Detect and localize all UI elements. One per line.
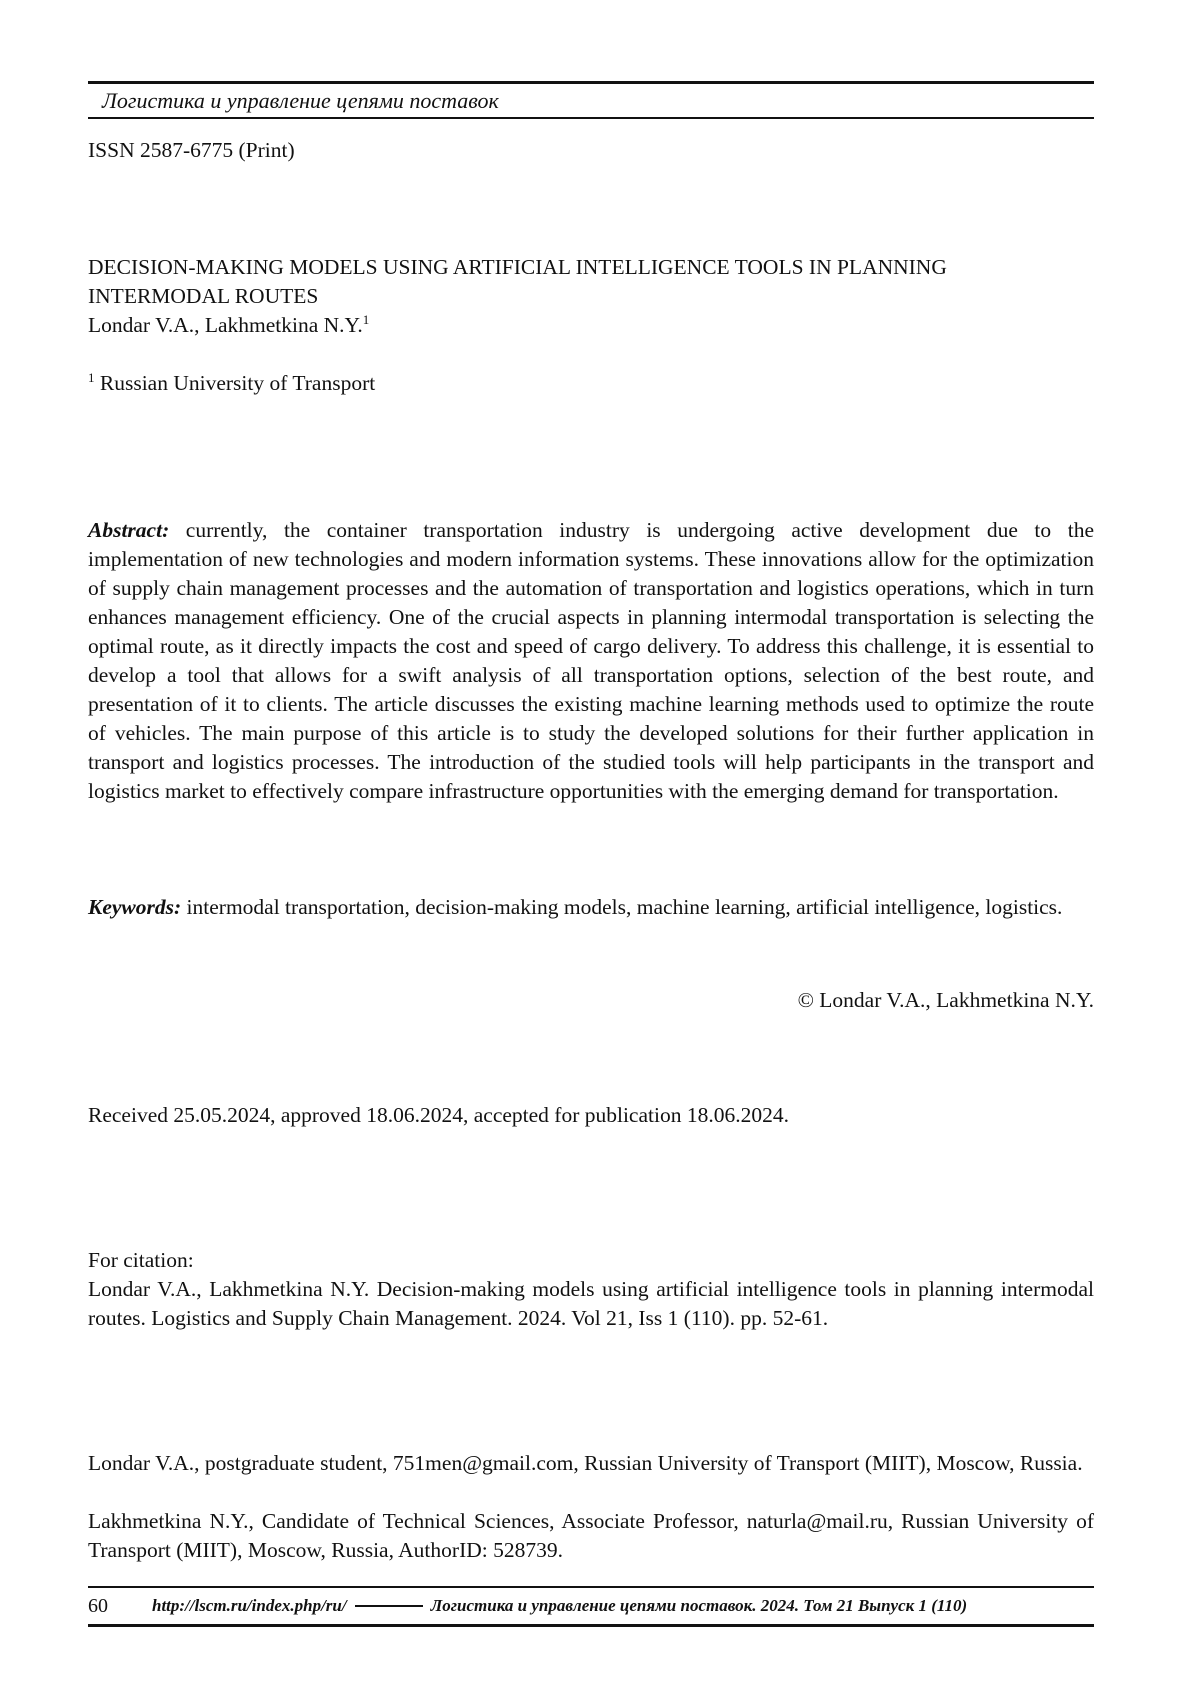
keywords-text: intermodal transportation, decision-making models, machine learning, artificial intelligence, logistics.: [186, 895, 1063, 919]
page-footer: [88, 1592, 1094, 1620]
footer-journal-info: Логистика и управление цепями поставок. 2024. Том 21 Выпуск 1 (110): [430, 1596, 968, 1615]
citation-label: For citation:: [88, 1248, 194, 1272]
abstract-label: Abstract:: [88, 518, 170, 542]
footer-top-rule: [88, 1586, 1094, 1588]
affiliation-sup: 1: [88, 369, 95, 385]
affiliation-text: Russian University of Transport: [99, 371, 376, 395]
citation-text: Londar V.A., Lakhmetkina N.Y. Decision-making models using artificial intelligence tools in planning intermodal routes. Logistics and Supply Chain Management. 2024. Vol 21, Iss 1 (110). pp. 52-61.: [88, 1277, 1094, 1330]
abstract-text: currently, the container transportation industry is undergoing active development due to the implementation of new technologies and modern information systems. These innovations allow for the optimization of supply chain management processes and the automation of transportation and logistics operations, which in turn enhances management efficiency. One of the crucial aspects in planning intermodal transportation is selecting the optimal route, as it directly impacts the cost and speed of cargo delivery. To address this challenge, it is essential to develop a tool that allows for a swift analysis of all transportation options, selection of the best route, and presentation of it to clients. The article discusses the existing machine learning methods used to optimize the route of vehicles. The main purpose of this article is to study the developed solutions for their further application in transport and logistics processes. The introduction of the studied tools will help participants in the transport and logistics market to effectively compare infrastructure opportunities with the emerging demand for transportation.: [88, 518, 1094, 803]
copyright: © Londar V.A., Lakhmetkina N.Y.: [797, 988, 1094, 1012]
issn: ISSN 2587-6775 (Print): [88, 138, 295, 162]
author-info-2: Lakhmetkina N.Y., Candidate of Technical Sciences, Associate Professor, naturla@mail.ru, Russian University of Transport (MIIT), Moscow, Russia, AuthorID: 528739.: [88, 1509, 1094, 1562]
authors-text: Londar V.A., Lakhmetkina N.Y.: [88, 313, 363, 337]
keywords: [88, 893, 1094, 922]
journal-header-title: Логистика и управление цепями поставок: [102, 88, 499, 113]
header-bottom-rule: [88, 117, 1094, 119]
keywords-label: Keywords:: [88, 895, 182, 919]
footer-dash: [355, 1605, 423, 1607]
article-title: [88, 253, 1094, 311]
footer-bottom-rule: [88, 1624, 1094, 1627]
received-dates: Received 25.05.2024, approved 18.06.2024, accepted for publication 18.06.2024.: [88, 1103, 789, 1127]
header-top-rule: [88, 81, 1094, 84]
authors-sup: 1: [362, 311, 370, 327]
article-title-line-2: INTERMODAL ROUTES: [88, 284, 319, 308]
article-title-line-1: DECISION-MAKING MODELS USING ARTIFICIAL INTELLIGENCE TOOLS IN PLANNING: [88, 255, 947, 279]
authors: [88, 311, 1094, 340]
abstract: [88, 516, 1094, 806]
page-number: 60: [88, 1594, 108, 1617]
affiliation: [88, 369, 1094, 398]
footer-url[interactable]: http://lscm.ru/index.php/ru/: [152, 1596, 347, 1615]
author-info-1: Londar V.A., postgraduate student, 751men@gmail.com, Russian University of Transport (MIIT), Moscow, Russia.: [88, 1451, 1083, 1475]
